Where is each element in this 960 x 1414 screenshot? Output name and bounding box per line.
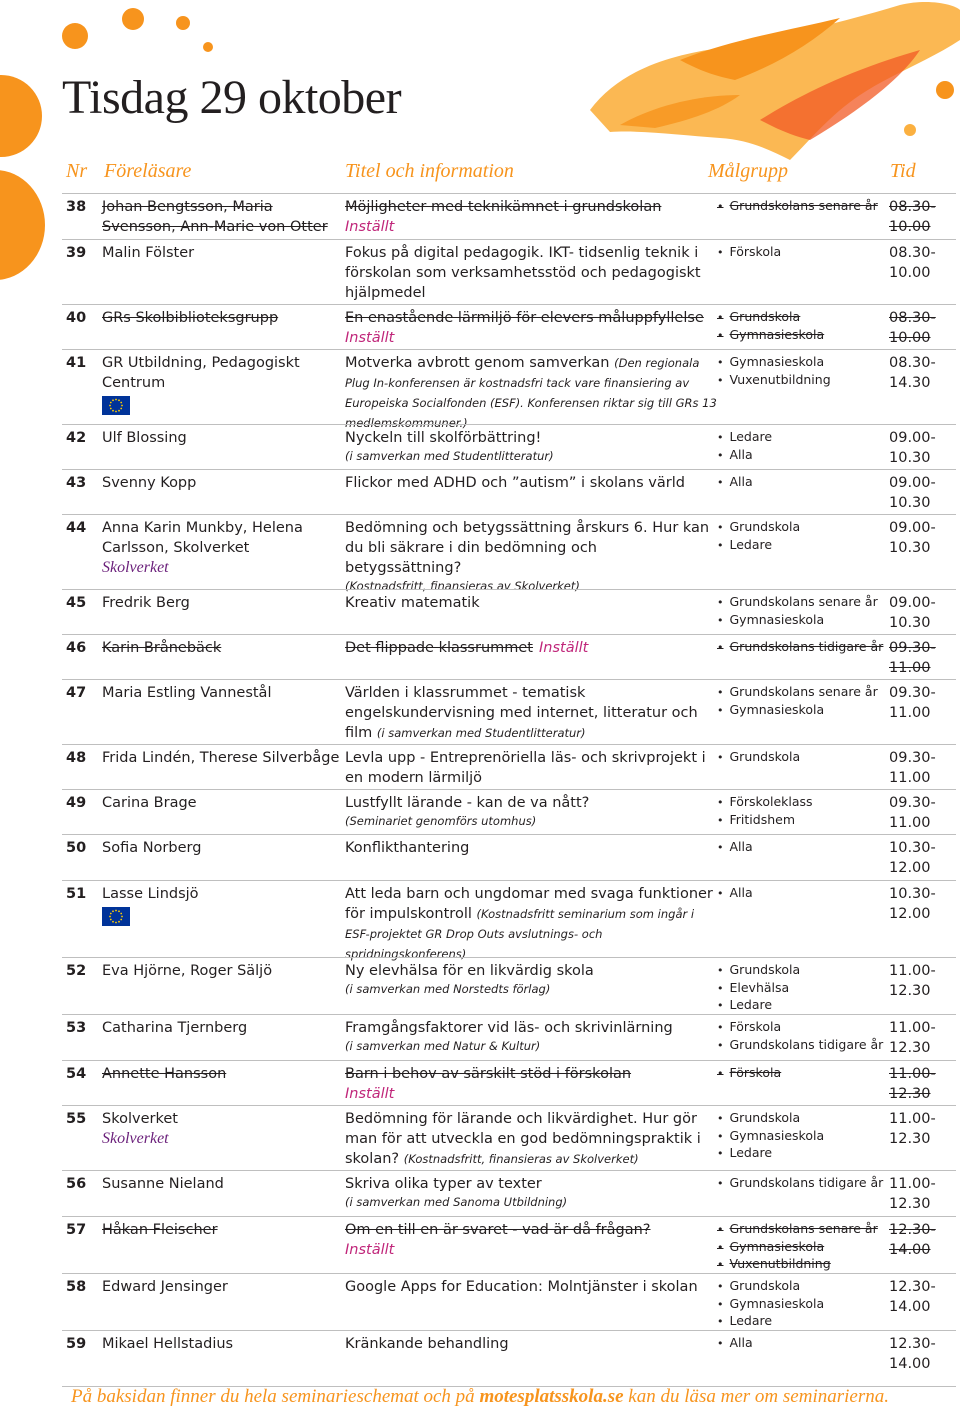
speaker [102, 243, 342, 263]
speaker [102, 1220, 342, 1240]
audience-item: • Grundskolans senare år [717, 594, 942, 612]
time-end: 10.30 [889, 495, 931, 511]
time-start: 12.30- [889, 1279, 936, 1295]
seminar-title-text: En enastående lärmiljö för elevers måluppfyllelse [345, 310, 704, 326]
row-number: 50 [66, 840, 87, 856]
speaker-name: Sofia Norberg [102, 840, 202, 856]
audience-item: • Alla [717, 839, 942, 857]
seminar-title [345, 1277, 717, 1297]
seminar-title-text: Skriva olika typer av texter [345, 1176, 542, 1192]
row-number: 53 [66, 1020, 87, 1036]
speaker [102, 638, 342, 658]
time-end: 14.00 [889, 1242, 931, 1258]
seminar-title [345, 197, 717, 237]
time-slot [889, 1109, 953, 1149]
speaker-name: Karin Brånebäck [102, 640, 222, 656]
audience-item: • Grundskolans tidigare år [717, 1175, 942, 1193]
seminar-title [345, 683, 717, 743]
table-row [62, 880, 956, 961]
seminar-title [345, 961, 717, 998]
speaker [102, 884, 342, 926]
seminar-title-text: Om en till en är svaret - vad är då frågan? [345, 1222, 651, 1238]
audience-item: • Grundskolans tidigare år [717, 639, 942, 657]
speaker [102, 1277, 342, 1297]
row-number: 57 [66, 1222, 87, 1238]
row-number: 47 [66, 685, 87, 701]
seminar-title-text: Kränkande behandling [345, 1336, 509, 1352]
footer-after: kan du läsa mer om seminarierna. [623, 1386, 889, 1407]
speaker [102, 428, 342, 448]
time-start: 08.30- [889, 355, 936, 371]
header-time: Tid [890, 160, 916, 182]
time-slot [889, 197, 953, 237]
seminar-title-text: Lustfyllt lärande - kan de va nått? [345, 795, 590, 811]
time-start: 09.00- [889, 430, 936, 446]
audience-item: • Alla [717, 885, 942, 903]
seminar-title-text: Motverka avbrott genom samverkan [345, 355, 610, 371]
audience-item: • Alla [717, 1335, 942, 1353]
seminar-title [345, 593, 717, 613]
table-row [62, 957, 956, 1014]
seminar-note: (i samverkan med Studentlitteratur) [345, 449, 554, 463]
time-end: 14.30 [889, 375, 931, 391]
speaker [102, 1064, 342, 1084]
audience-item: • Alla [717, 447, 942, 465]
time-slot [889, 793, 953, 833]
seminar-title [345, 518, 717, 595]
seminar-note: (i samverkan med Sanoma Utbildning) [345, 1195, 568, 1209]
audience-item: • Gymnasieskola [717, 612, 942, 630]
table-row [62, 589, 956, 634]
time-start: 12.30- [889, 1222, 936, 1238]
table-row [62, 469, 956, 514]
table-row [62, 239, 956, 304]
speaker [102, 1334, 342, 1354]
time-start: 11.00- [889, 1176, 936, 1192]
time-slot [889, 473, 953, 513]
time-start: 09.00- [889, 595, 936, 611]
table-row [62, 349, 956, 430]
seminar-note: (Kostnadsfritt seminarium som ingår i ESF-projektet GR Drop Outs avslutnings- och spridningskonferens) [345, 907, 695, 961]
audience-item: • Ledare [717, 1145, 942, 1163]
speaker [102, 961, 342, 981]
footer-before: På baksidan finner du hela seminarieschemat och på [71, 1386, 480, 1407]
time-start: 10.30- [889, 840, 936, 856]
row-number: 38 [66, 199, 87, 215]
audience-item: • Fritidshem [717, 812, 942, 830]
time-slot [889, 428, 953, 468]
speaker-name: Lasse Lindsjö [102, 886, 199, 902]
seminar-note: (i samverkan med Studentlitteratur) [376, 726, 586, 740]
seminar-title-text: Google Apps for Education: Molntjänster i skolan [345, 1279, 698, 1295]
audience-item: • Ledare [717, 1313, 942, 1331]
seminar-title-text: Världen i klassrummet - tematisk engelskundervisning med internet, litteratur och film [345, 685, 698, 741]
seminar-title [345, 1109, 717, 1169]
audience-item: • Grundskola [717, 519, 942, 537]
speaker-name: Fredrik Berg [102, 595, 190, 611]
time-slot [889, 1277, 953, 1317]
time-end: 11.00 [889, 705, 931, 721]
seminar-title [345, 1064, 717, 1104]
seminar-title [345, 473, 717, 493]
seminar-note: (Seminariet genomförs utomhus) [345, 814, 537, 828]
seminar-note: (Den regionala Plug In-konferensen är kostnadsfri tack vare finansiering av Europeiska Socialfonden (ESF). Konferensen riktar sig till GRs 13 medlemskommuner.) [345, 356, 717, 430]
speaker-name: Anna Karin Munkby, Helena Carlsson, Skolverket [102, 520, 303, 556]
time-slot [889, 748, 953, 788]
speaker [102, 838, 342, 858]
audience-item: • Gymnasieskola [717, 1128, 942, 1146]
cancelled-label: Inställt [345, 219, 395, 235]
speaker-name: GR Utbildning, Pedagogiskt Centrum [102, 355, 300, 391]
time-slot [889, 838, 953, 878]
time-slot [889, 1018, 953, 1058]
time-end: 12.30 [889, 983, 931, 999]
row-number: 59 [66, 1336, 87, 1352]
time-end: 11.00 [889, 660, 931, 676]
audience-item: • Grundskolans senare år [717, 198, 942, 216]
seminar-title-text: Barn i behov av särskilt stöd i förskolan [345, 1066, 632, 1082]
row-number: 49 [66, 795, 87, 811]
cancelled-label: Inställt [345, 1242, 395, 1258]
speaker-name: Eva Hjörne, Roger Säljö [102, 963, 273, 979]
speaker [102, 683, 342, 703]
row-number: 40 [66, 310, 87, 326]
time-slot [889, 1334, 953, 1374]
table-row [62, 424, 956, 469]
seminar-title [345, 1174, 717, 1211]
seminar-title-text: Flickor med ADHD och ”autism” i skolans värld [345, 475, 685, 491]
speaker [102, 308, 342, 328]
time-start: 11.00- [889, 963, 936, 979]
time-slot [889, 1220, 953, 1260]
audience-item: • Grundskola [717, 962, 942, 980]
time-end: 12.30 [889, 1196, 931, 1212]
table-row [62, 789, 956, 834]
row-number: 39 [66, 245, 87, 261]
speaker-name: Maria Estling Vannestål [102, 685, 272, 701]
audience-item: • Grundskolans senare år [717, 1221, 942, 1239]
audience-item: • Grundskolans senare år [717, 684, 942, 702]
time-slot [889, 884, 953, 924]
speaker [102, 1174, 342, 1194]
seminar-title [345, 428, 717, 465]
row-number: 42 [66, 430, 87, 446]
audience-item: • Elevhälsa [717, 980, 942, 998]
seminar-title-text: Möjligheter med teknikämnet i grundskolan [345, 199, 662, 215]
decorative-dot [122, 8, 144, 30]
time-slot [889, 638, 953, 678]
time-end: 12.30 [889, 1086, 931, 1102]
seminar-title-text: Bedömning för lärande och likvärdighet. Hur gör man för att utveckla en god bedömningspraktik i skolan? [345, 1111, 701, 1167]
seminar-title [345, 638, 717, 658]
audience-item: • Gymnasieskola [717, 1239, 942, 1257]
speaker [102, 793, 342, 813]
seminar-title-text: Framgångsfaktorer vid läs- och skrivinlärning [345, 1020, 673, 1036]
time-end: 11.00 [889, 815, 931, 831]
table-row [62, 1014, 956, 1060]
seminar-title [345, 748, 717, 788]
time-slot [889, 593, 953, 633]
table-row [62, 1273, 956, 1330]
audience-item: • Gymnasieskola [717, 327, 942, 345]
seminar-title [345, 308, 717, 348]
header-audience: Målgrupp [708, 160, 788, 182]
speaker [102, 1018, 342, 1038]
speaker [102, 197, 342, 237]
header-title: Titel och information [345, 160, 514, 182]
audience-item: • Grundskolans tidigare år [717, 1037, 942, 1055]
audience-item: • Förskola [717, 1019, 942, 1037]
time-start: 09.30- [889, 640, 936, 656]
page-title: Tisdag 29 oktober [62, 71, 402, 124]
footer-link[interactable]: motesplatsskola.se [479, 1386, 624, 1407]
seminar-note: (i samverkan med Norstedts förlag) [345, 982, 551, 996]
audience-item: • Gymnasieskola [717, 702, 942, 720]
time-start: 11.00- [889, 1020, 936, 1036]
speaker-name: Svenny Kopp [102, 475, 197, 491]
seminar-title-text: Konflikthantering [345, 840, 470, 856]
speaker [102, 748, 342, 768]
seminar-title-text: Levla upp - Entreprenöriella läs- och skrivprojekt i en modern lärmiljö [345, 750, 706, 786]
audience-item: • Gymnasieskola [717, 1296, 942, 1314]
seminar-title [345, 1334, 717, 1354]
time-start: 10.30- [889, 886, 936, 902]
speaker [102, 1109, 342, 1149]
audience-item: • Gymnasieskola [717, 354, 942, 372]
time-start: 11.00- [889, 1111, 936, 1127]
eu-flag-icon [102, 907, 130, 926]
time-start: 08.30- [889, 310, 936, 326]
speaker-name: Ulf Blossing [102, 430, 187, 446]
time-slot [889, 1174, 953, 1214]
table-row [62, 1105, 956, 1170]
time-start: 09.00- [889, 475, 936, 491]
time-end: 10.30 [889, 540, 931, 556]
table-row [62, 1216, 956, 1273]
speaker [102, 593, 342, 613]
time-slot [889, 683, 953, 723]
skolverket-logo: Skolverket [102, 559, 169, 576]
row-number: 52 [66, 963, 87, 979]
speaker-name: Carina Brage [102, 795, 197, 811]
seminar-title-text: Det flippade klassrummet [345, 640, 533, 656]
seminar-title-text: Att leda barn och ungdomar med svaga funktioner för impulskontroll [345, 886, 713, 922]
time-end: 10.00 [889, 265, 931, 281]
table-row [62, 1170, 956, 1216]
audience-item: • Förskola [717, 244, 942, 262]
table-row [62, 834, 956, 880]
audience-item: • Grundskola [717, 309, 942, 327]
speaker-name: Skolverket [102, 1111, 178, 1127]
decorative-dot [0, 170, 45, 280]
row-number: 44 [66, 520, 87, 536]
time-start: 09.00- [889, 520, 936, 536]
seminar-title [345, 353, 717, 433]
row-number: 55 [66, 1111, 87, 1127]
speaker-name: Johan Bengtsson, Maria Svensson, Ann-Marie von Otter [102, 199, 328, 235]
seminar-title-text: Ny elevhälsa för en likvärdig skola [345, 963, 594, 979]
header-nr: Nr [66, 160, 88, 182]
time-end: 10.00 [889, 330, 931, 346]
time-slot [889, 243, 953, 283]
time-end: 14.00 [889, 1299, 931, 1315]
time-end: 14.00 [889, 1356, 931, 1372]
seminar-title-text: Kreativ matematik [345, 595, 480, 611]
time-end: 12.00 [889, 860, 931, 876]
audience-item: • Ledare [717, 997, 942, 1015]
seminar-title [345, 1018, 717, 1055]
time-slot [889, 518, 953, 558]
table-row [62, 193, 956, 239]
audience-item: • Grundskola [717, 749, 942, 767]
audience-item: • Vuxenutbildning [717, 1256, 942, 1274]
time-end: 12.30 [889, 1131, 931, 1147]
decorative-dot [0, 75, 42, 157]
time-start: 08.30- [889, 199, 936, 215]
seminar-table [62, 193, 956, 1387]
time-start: 09.30- [889, 750, 936, 766]
table-row [62, 1330, 956, 1387]
seminar-title [345, 243, 717, 303]
seminar-title [345, 793, 717, 830]
eu-flag-icon [102, 396, 130, 415]
decorative-dot [176, 16, 190, 30]
audience-item: • Ledare [717, 429, 942, 447]
time-end: 10.00 [889, 219, 931, 235]
speaker [102, 473, 342, 493]
speaker-name: Edward Jensinger [102, 1279, 228, 1295]
skolverket-logo: Skolverket [102, 1130, 169, 1147]
table-row [62, 634, 956, 679]
seminar-note: (Kostnadsfritt, finansieras av Skolverket) [345, 579, 580, 593]
time-start: 11.00- [889, 1066, 936, 1082]
seminar-title [345, 884, 717, 964]
cancelled-label: Inställt [345, 1086, 395, 1102]
row-number: 48 [66, 750, 87, 766]
audience-item: • Grundskola [717, 1278, 942, 1296]
seminar-title-text: Bedömning och betygssättning årskurs 6. Hur kan du bli säkrare i din bedömning och betygssättning? [345, 520, 710, 576]
table-row [62, 1060, 956, 1105]
time-end: 12.00 [889, 906, 931, 922]
audience-item: • Förskoleklass [717, 794, 942, 812]
audience-item: • Vuxenutbildning [717, 372, 942, 390]
audience-item: • Alla [717, 474, 942, 492]
seminar-note: (Kostnadsfritt, finansieras av Skolverket) [403, 1152, 639, 1166]
table-row [62, 514, 956, 593]
audience-item: • Grundskola [717, 1110, 942, 1128]
row-number: 46 [66, 640, 87, 656]
table-row [62, 304, 956, 349]
row-number: 58 [66, 1279, 87, 1295]
time-end: 10.30 [889, 450, 931, 466]
speaker [102, 518, 342, 578]
seminar-title [345, 1220, 717, 1260]
speaker-name: Malin Fölster [102, 245, 195, 261]
time-start: 09.30- [889, 685, 936, 701]
speaker-name: Annette Hansson [102, 1066, 227, 1082]
row-number: 56 [66, 1176, 87, 1192]
footer-text [0, 1386, 960, 1408]
row-number: 54 [66, 1066, 87, 1082]
time-slot [889, 1064, 953, 1104]
speaker-name: Catharina Tjernberg [102, 1020, 248, 1036]
time-start: 12.30- [889, 1336, 936, 1352]
time-slot [889, 353, 953, 393]
time-slot [889, 308, 953, 348]
row-number: 51 [66, 886, 87, 902]
time-end: 11.00 [889, 770, 931, 786]
speaker [102, 353, 342, 415]
time-start: 08.30- [889, 245, 936, 261]
audience-item: • Ledare [717, 537, 942, 555]
table-row [62, 679, 956, 744]
decorative-dot [203, 42, 213, 52]
time-slot [889, 961, 953, 1001]
row-number: 43 [66, 475, 87, 491]
decorative-wing [560, 0, 960, 175]
time-end: 12.30 [889, 1040, 931, 1056]
cancelled-label: Inställt [539, 640, 589, 656]
seminar-title [345, 838, 717, 858]
seminar-title-text: Fokus på digital pedagogik. IKT- tidsenlig teknik i förskolan som verksamhetsstöd och pedagogiskt hjälpmedel [345, 245, 701, 301]
row-number: 41 [66, 355, 87, 371]
decorative-dot [62, 23, 88, 49]
speaker-name: Susanne Nieland [102, 1176, 224, 1192]
seminar-note: (i samverkan med Natur & Kultur) [345, 1039, 541, 1053]
speaker-name: Frida Lindén, Therese Silverbåge [102, 750, 340, 766]
table-row [62, 744, 956, 789]
audience-item: • Förskola [717, 1065, 942, 1083]
cancelled-label: Inställt [345, 330, 395, 346]
speaker-name: Håkan Fleischer [102, 1222, 218, 1238]
row-number: 45 [66, 595, 87, 611]
time-end: 10.30 [889, 615, 931, 631]
speaker-name: GRs Skolbiblioteksgrupp [102, 310, 279, 326]
seminar-title-text: Nyckeln till skolförbättring! [345, 430, 542, 446]
header-speaker: Föreläsare [104, 160, 192, 182]
time-start: 09.30- [889, 795, 936, 811]
speaker-name: Mikael Hellstadius [102, 1336, 234, 1352]
